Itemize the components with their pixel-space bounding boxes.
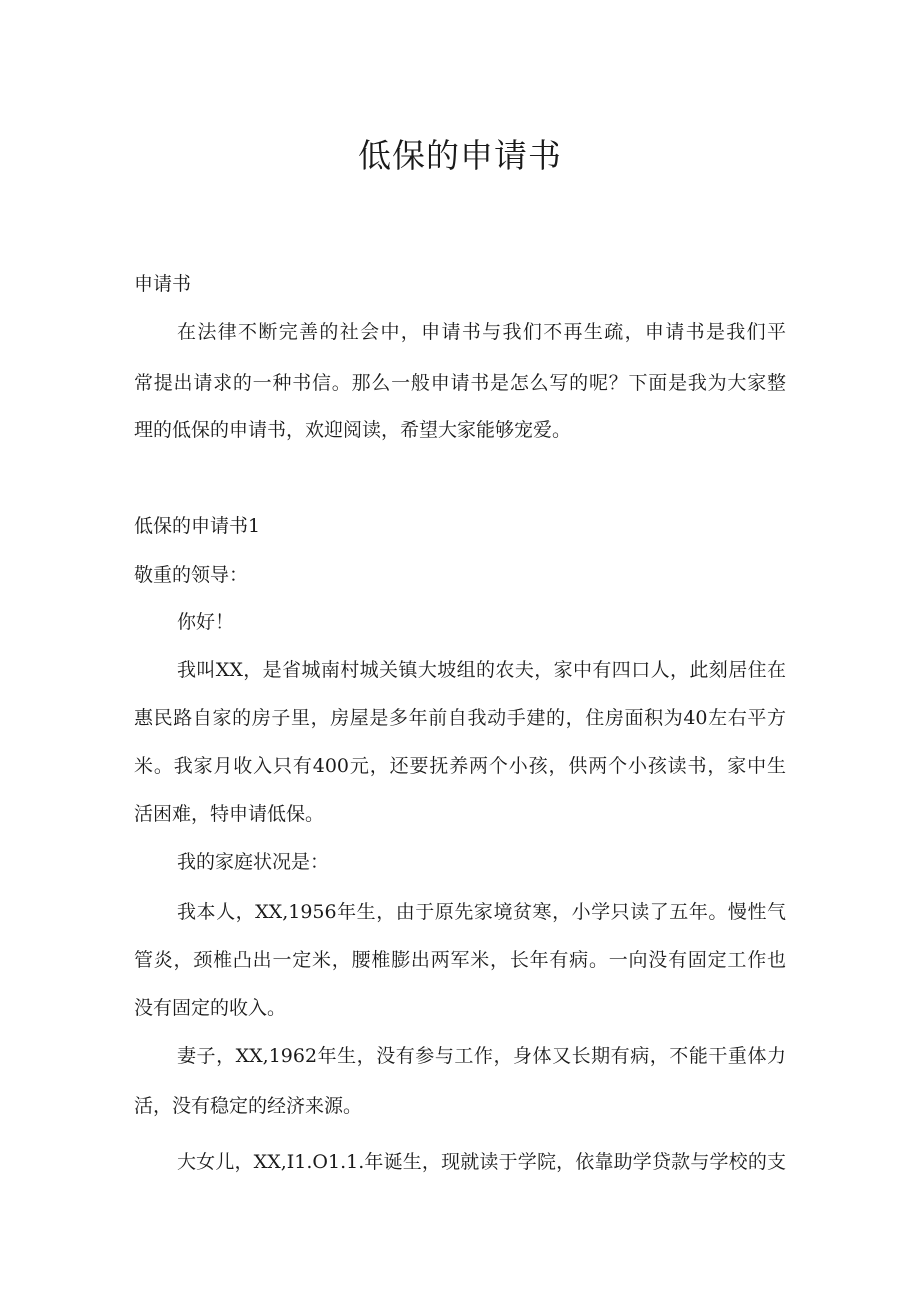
para1-line-2: 惠民路自家的房子里，房屋是多年前自我动手建的，住房面积为40左右平方 — [134, 707, 786, 729]
document-title: 低保的申请书 — [358, 136, 562, 175]
para3-line-2: 管炎，颈椎凸出一定米，腰椎膨出两军米，长年有病。一向没有固定工作也 — [134, 949, 786, 971]
para1-line-1: 我叫XX，是省城南村城关镇大坡组的农夫，家中有四口人，此刻居住在 — [177, 659, 786, 681]
intro-line-2: 常提出请求的一种书信。那么一般申请书是怎么写的呢？下面是我为大家整 — [134, 372, 786, 394]
para4-line-1: 妻子，XX,1962年生，没有参与工作，身体又长期有病，不能干重体力 — [177, 1045, 786, 1067]
section-title: 低保的申请书1 — [134, 515, 261, 537]
para2-line-1: 我的家庭状况是： — [177, 851, 330, 873]
para5-line-1: 大女儿，XX,I1.O1.1.年诞生，现就读于学院，依靠助学贷款与学校的支 — [177, 1151, 786, 1173]
intro-line-3: 理的低保的申请书，欢迎阅读，希望大家能够宠爱。 — [134, 419, 572, 441]
salutation: 敬重的领导： — [134, 564, 249, 586]
greeting: 你好！ — [177, 611, 235, 633]
intro-line-1: 在法律不断完善的社会中，申请书与我们不再生疏，申请书是我们平 — [177, 321, 786, 343]
para3-line-3: 没有固定的收入。 — [134, 997, 287, 1019]
para1-line-4: 活困难，特申请低保。 — [134, 803, 325, 825]
para1-line-3: 米。我家月收入只有400元，还要抚养两个小孩，供两个小孩读书，家中生 — [134, 755, 786, 777]
heading-label: 申请书 — [134, 273, 192, 295]
para4-line-2: 活，没有稳定的经济来源。 — [134, 1095, 363, 1117]
para3-line-1: 我本人，XX,1956年生，由于原先家境贫寒，小学只读了五年。慢性气 — [177, 901, 786, 923]
